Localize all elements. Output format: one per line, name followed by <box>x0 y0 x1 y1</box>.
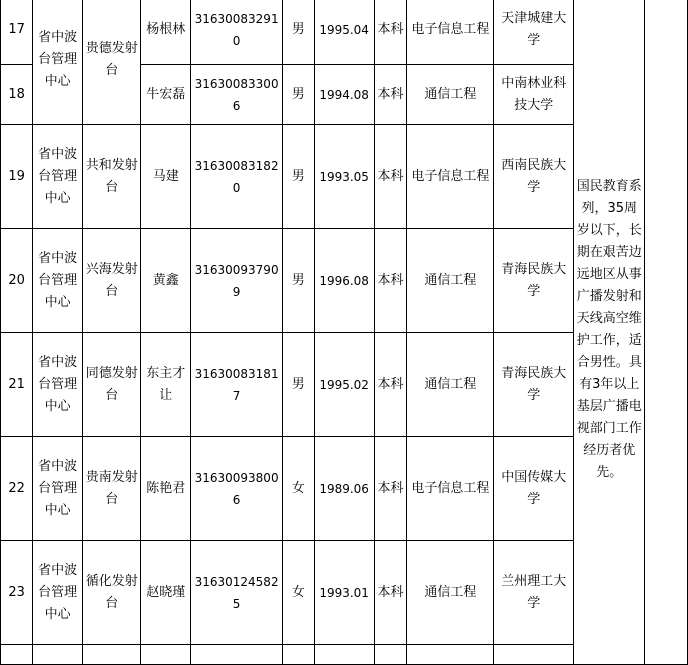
birth-cell: 1993.05 <box>314 125 374 229</box>
school-cell: 兰州理工大学 <box>494 541 574 645</box>
education-cell: 本科 <box>374 125 406 229</box>
education-cell: 本科 <box>374 229 406 333</box>
gender-cell: 男 <box>283 0 314 65</box>
gender-cell: 男 <box>283 333 314 437</box>
empty-cell <box>283 645 314 665</box>
name-cell: 杨根林 <box>141 0 191 65</box>
id-cell: 316300833006 <box>191 65 283 125</box>
requirement-note: 国民教育系列，35周岁以下，长期在艰苦边远地区从事广播发射和天线高空维护工作，适合男性。具有3年以上基层广播电视部门工作经历者优先。 <box>574 0 645 665</box>
table-row <box>1 0 688 65</box>
education-cell: 本科 <box>374 437 406 541</box>
birth-cell: 1995.02 <box>314 333 374 437</box>
gender-cell: 男 <box>283 229 314 333</box>
school-cell: 西南民族大学 <box>494 125 574 229</box>
unit-cell: 省中波台管理中心 <box>33 229 83 333</box>
name-cell: 黄鑫 <box>141 229 191 333</box>
station-cell: 同德发射台 <box>83 333 141 437</box>
name-cell: 马建 <box>141 125 191 229</box>
id-cell: 316301245825 <box>191 541 283 645</box>
major-cell: 电子信息工程 <box>407 437 494 541</box>
empty-cell <box>1 645 33 665</box>
unit-cell: 省中波台管理中心 <box>33 0 83 125</box>
education-cell: 本科 <box>374 65 406 125</box>
school-cell: 中国传媒大学 <box>494 437 574 541</box>
name-cell: 赵晓瑾 <box>141 541 191 645</box>
major-cell: 电子信息工程 <box>407 0 494 65</box>
empty-cell <box>407 645 494 665</box>
school-cell: 青海民族大学 <box>494 229 574 333</box>
station-cell: 共和发射台 <box>83 125 141 229</box>
school-cell: 中南林业科技大学 <box>494 65 574 125</box>
station-cell: 贵南发射台 <box>83 437 141 541</box>
row-number: 17 <box>1 0 33 65</box>
empty-cell <box>83 645 141 665</box>
gender-cell: 女 <box>283 437 314 541</box>
school-cell: 天津城建大学 <box>494 0 574 65</box>
row-number: 23 <box>1 541 33 645</box>
id-cell: 316300831817 <box>191 333 283 437</box>
name-cell: 东主才让 <box>141 333 191 437</box>
unit-cell: 省中波台管理中心 <box>33 541 83 645</box>
birth-cell: 1989.06 <box>314 437 374 541</box>
empty-cell <box>374 645 406 665</box>
id-cell: 316300938006 <box>191 437 283 541</box>
empty-cell <box>33 645 83 665</box>
major-cell: 通信工程 <box>407 541 494 645</box>
blank-column <box>645 0 688 665</box>
row-number: 21 <box>1 333 33 437</box>
row-number: 18 <box>1 65 33 125</box>
gender-cell: 男 <box>283 125 314 229</box>
row-number: 19 <box>1 125 33 229</box>
row-number: 22 <box>1 437 33 541</box>
empty-cell <box>314 645 374 665</box>
empty-cell <box>494 645 574 665</box>
unit-cell: 省中波台管理中心 <box>33 333 83 437</box>
birth-cell: 1995.04 <box>314 0 374 65</box>
major-cell: 通信工程 <box>407 229 494 333</box>
school-cell: 青海民族大学 <box>494 333 574 437</box>
education-cell: 本科 <box>374 333 406 437</box>
gender-cell: 男 <box>283 65 314 125</box>
education-cell: 本科 <box>374 541 406 645</box>
empty-cell <box>141 645 191 665</box>
major-cell: 通信工程 <box>407 65 494 125</box>
major-cell: 电子信息工程 <box>407 125 494 229</box>
id-cell: 316300832910 <box>191 0 283 65</box>
id-cell: 316300831820 <box>191 125 283 229</box>
unit-cell: 省中波台管理中心 <box>33 125 83 229</box>
name-cell: 牛宏磊 <box>141 65 191 125</box>
gender-cell: 女 <box>283 541 314 645</box>
major-cell: 通信工程 <box>407 333 494 437</box>
birth-cell: 1996.08 <box>314 229 374 333</box>
row-number: 20 <box>1 229 33 333</box>
name-cell: 陈艳君 <box>141 437 191 541</box>
empty-cell <box>191 645 283 665</box>
unit-cell: 省中波台管理中心 <box>33 437 83 541</box>
birth-cell: 1994.08 <box>314 65 374 125</box>
education-cell: 本科 <box>374 0 406 65</box>
station-cell: 贵德发射台 <box>83 0 141 125</box>
birth-cell: 1993.01 <box>314 541 374 645</box>
station-cell: 循化发射台 <box>83 541 141 645</box>
id-cell: 316300937909 <box>191 229 283 333</box>
station-cell: 兴海发射台 <box>83 229 141 333</box>
